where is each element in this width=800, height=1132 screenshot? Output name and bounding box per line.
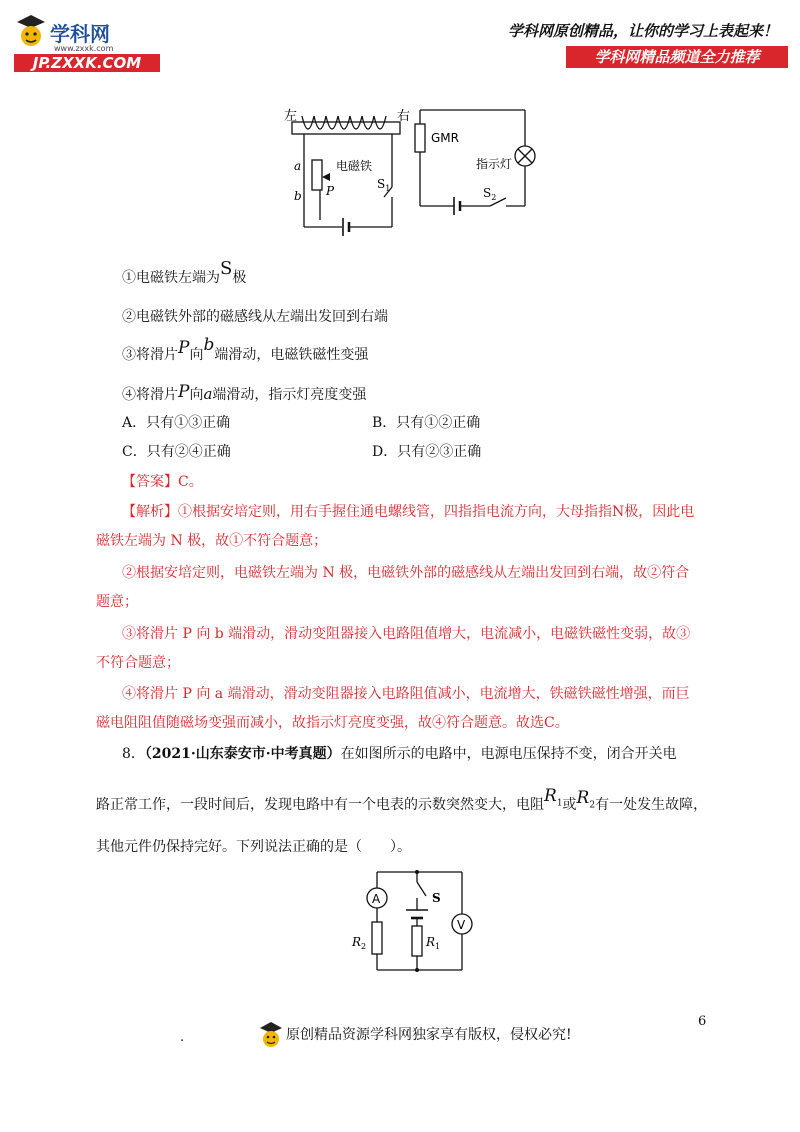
label-right: 右 — [397, 109, 411, 124]
indicator-lamp-icon — [515, 146, 535, 166]
gmr-resistor — [415, 124, 425, 152]
question-text: 在如图所示的电路中，电源电压保持不变，闭合开关电 — [340, 746, 677, 762]
label-s1: $S_1$ — [377, 177, 391, 193]
question-number: 8． — [122, 746, 145, 762]
question-8-line-1 — [122, 743, 677, 763]
analysis-line-2: 磁铁左端为 N 极，故①不符合题意； — [96, 533, 328, 549]
statement-4-mid: 向 — [189, 387, 204, 403]
header-slogan: 学科网原创精品，让你的学习上表起来！ — [508, 22, 779, 40]
switch-label: S — [432, 891, 441, 905]
symbol-r1: $R_1$ — [544, 786, 563, 809]
question-8-line-3: 其他元件仍保持完好。下列说法正确的是（ ）。 — [96, 839, 411, 855]
footer-mascot-icon — [258, 1020, 284, 1050]
question-8-line-2 — [96, 786, 708, 816]
question-text-end: 有一处发生故障， — [595, 797, 708, 813]
option-d: D．只有②③正确 — [372, 444, 482, 460]
label-gmr: GMR — [431, 131, 459, 145]
electromagnet-circuit-diagram — [280, 102, 550, 242]
symbol-s: S — [220, 258, 233, 279]
footer-copyright: 原创精品资源学科网独家享有版权，侵权必究! — [286, 1027, 572, 1043]
symbol-r2: $R_2$ — [576, 788, 596, 811]
analysis-line-6: 不符合题意； — [96, 655, 180, 671]
logo-small-url: www.zxxk.com — [54, 44, 114, 53]
question-text: 路正常工作，一段时间后，发现电路中有一个电表的示数突然变大，电阻 — [96, 797, 544, 813]
statement-3-end: 端滑动，电磁铁磁性变强 — [214, 347, 369, 363]
ammeter-label: A — [372, 892, 381, 906]
symbol-a: a — [203, 385, 213, 403]
slider-arrow — [322, 173, 330, 181]
option-a: A．只有①③正确 — [122, 415, 231, 431]
statement-2: ②电磁铁外部的磁感线从左端出发回到右端 — [122, 309, 388, 325]
logo-name: 学科网 — [50, 22, 110, 46]
statement-4-end: 端滑动，指示灯亮度变强 — [212, 387, 367, 403]
header-banner: 学科网精品频道全力推荐 — [566, 46, 788, 68]
analysis-line-8: 磁电阻阻值随磁场变强而减小，故指示灯亮度变强，故④符合题意。故选C。 — [96, 715, 569, 731]
symbol-p: P — [178, 382, 190, 402]
voltmeter-icon — [452, 914, 472, 934]
statement-1-end: 极 — [232, 270, 247, 286]
statement-4-text: ④将滑片 — [122, 387, 178, 403]
statement-3-text: ③将滑片 — [122, 347, 178, 363]
footer-dot: . — [180, 1030, 185, 1045]
electromagnet-core — [292, 116, 400, 134]
battery-1 — [343, 218, 349, 236]
logo-url: JP.ZXXK.COM — [14, 54, 160, 72]
page-number: 6 — [698, 1014, 707, 1029]
label-indicator-lamp: 指示灯 — [476, 157, 513, 171]
voltmeter-label: V — [457, 918, 466, 932]
battery-2 — [454, 197, 460, 215]
statement-3 — [122, 335, 369, 364]
ammeter-icon — [367, 888, 387, 908]
rheostat — [312, 160, 322, 190]
label-left: 左 — [284, 109, 298, 124]
label-p: P — [326, 184, 335, 198]
question-source: （2021·山东泰安市·中考真题） — [144, 746, 341, 762]
option-c: C．只有②④正确 — [122, 444, 231, 460]
statement-3-mid: 向 — [189, 347, 204, 363]
analysis-line-4: 题意； — [96, 594, 138, 610]
analysis-line-5: ③将滑片 P 向 b 端滑动，滑动变阻器接入电路阻值增大，电流减小，电磁铁磁性变弱，故③ — [122, 626, 691, 642]
label-b: b — [294, 189, 302, 203]
header-logo — [14, 12, 164, 72]
symbol-p: P — [178, 338, 190, 358]
fault-circuit-diagram — [340, 862, 490, 980]
resistor-r2 — [372, 922, 382, 954]
analysis-line-3: ②根据安培定则，电磁铁左端为 N 极，电磁铁外部的磁感线从左端出发回到右端，故②符合 — [122, 565, 690, 581]
label-r2: $R_2$ — [352, 935, 367, 951]
statement-4 — [122, 384, 366, 404]
answer: 【答案】C。 — [122, 474, 203, 490]
label-s2: $S_2$ — [483, 186, 497, 202]
option-b: B．只有①②正确 — [372, 415, 481, 431]
statement-1-text: ①电磁铁左端为 — [122, 270, 220, 286]
label-r1: $R_1$ — [426, 935, 441, 951]
label-electromagnet: 电磁铁 — [336, 159, 373, 173]
resistor-r1 — [412, 926, 422, 956]
statement-1 — [122, 258, 247, 287]
analysis-line-1: 【解析】①根据安培定则，用右手握住通电螺线管，四指指电流方向，大母指指N极，因此电 — [122, 504, 695, 520]
analysis-line-7: ④将滑片 P 向 a 端滑动，滑动变阻器接入电路阻值减小，电流增大，铁磁铁磁性增强，而巨 — [122, 686, 690, 702]
label-a: a — [294, 159, 302, 173]
graduation-cap-mascot-icon — [14, 12, 48, 52]
battery-icon — [406, 910, 428, 918]
symbol-b: b — [203, 335, 215, 355]
or-text: 或 — [562, 797, 577, 813]
